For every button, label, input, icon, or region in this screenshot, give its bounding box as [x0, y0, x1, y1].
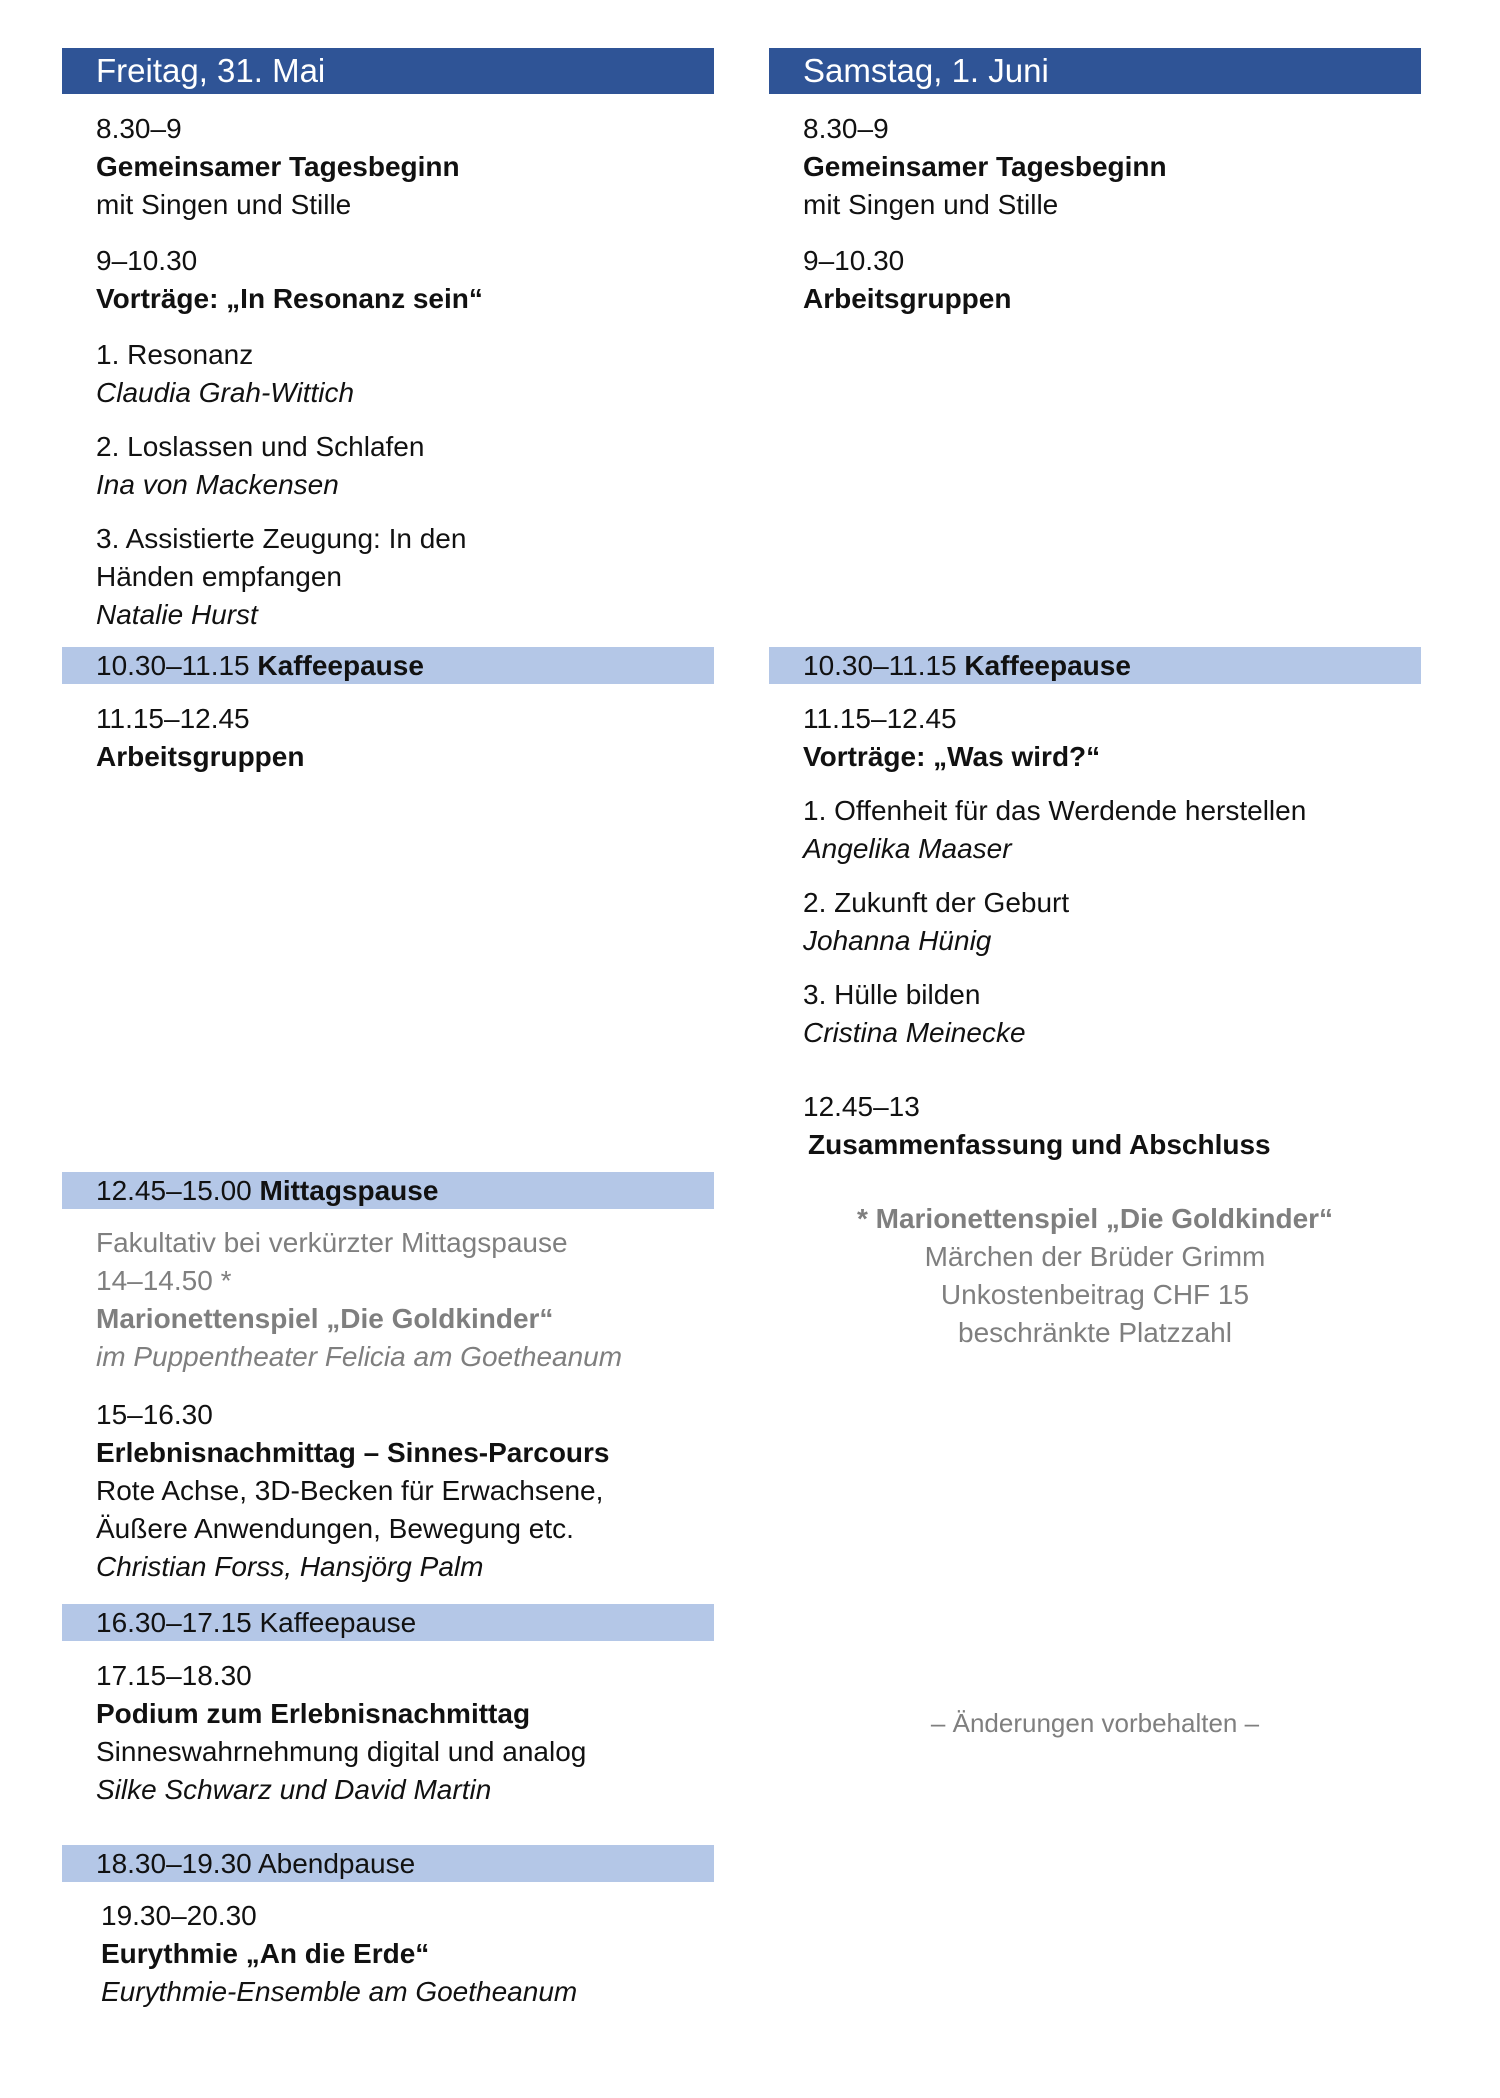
pause-label: 16.30–17.15 Kaffeepause	[96, 1607, 417, 1638]
pause-time: 10.30–11.15	[96, 650, 250, 681]
speaker: Eurythmie-Ensemble am Goetheanum	[101, 1976, 578, 2007]
optional-time: 14–14.50 *	[96, 1265, 232, 1296]
title: Gemeinsamer Tagesbeginn	[803, 151, 1167, 182]
pause-time: 12.45–15.00	[96, 1175, 252, 1206]
saturday-talk-3	[803, 976, 1415, 1052]
speaker: Ina von Mackensen	[96, 469, 339, 500]
friday-optional-puppet-show	[96, 1224, 708, 1376]
talk-title: 3. Hülle bilden	[803, 979, 981, 1010]
time: 8.30–9	[96, 113, 182, 144]
talk-title-line1: 3. Assistierte Zeugung: In den	[96, 523, 467, 554]
title: Vorträge: „Was wird?“	[803, 741, 1101, 772]
friday-talk-3	[96, 520, 708, 634]
time: 9–10.30	[803, 245, 905, 276]
speaker: Natalie Hurst	[96, 599, 258, 630]
friday-block-eurythmy	[101, 1897, 713, 2011]
changes-reserved-note: – Änderungen vorbehalten –	[930, 1708, 1260, 1738]
pause-label: Kaffeepause	[964, 650, 1131, 681]
friday-column	[62, 48, 714, 2007]
description: mit Singen und Stille	[96, 189, 352, 220]
description: Sinneswahrnehmung digital und analog	[96, 1736, 587, 1767]
title: Vorträge: „In Resonanz sein“	[96, 283, 483, 314]
saturday-block-closing	[803, 1088, 1415, 1164]
saturday-block-start	[803, 110, 1415, 224]
title: Erlebnisnachmittag – Sinnes-Parcours	[96, 1437, 610, 1468]
pause-label: Kaffeepause	[257, 650, 424, 681]
pause-label: 18.30–19.30 Abendpause	[96, 1848, 416, 1879]
friday-block-experience	[96, 1396, 708, 1586]
time: 11.15–12.45	[96, 703, 250, 734]
title: Zusammenfassung und Abschluss	[808, 1129, 1271, 1160]
note-line3: beschränkte Platzzahl	[958, 1317, 1232, 1348]
speaker: Cristina Meinecke	[803, 1017, 1026, 1048]
time: 15–16.30	[96, 1399, 213, 1430]
description: mit Singen und Stille	[803, 189, 1059, 220]
title: Eurythmie „An die Erde“	[101, 1938, 430, 1969]
talk-title-line2: Händen empfangen	[96, 561, 342, 592]
time: 19.30–20.30	[101, 1900, 257, 1931]
friday-pause-lunch	[62, 1172, 714, 1209]
friday-pause-coffee-1	[62, 647, 714, 684]
note-line1: Märchen der Brüder Grimm	[924, 1241, 1266, 1272]
time: 8.30–9	[803, 113, 889, 144]
talk-title: 2. Loslassen und Schlafen	[96, 431, 425, 462]
optional-place: im Puppentheater Felicia am Goetheanum	[96, 1341, 623, 1372]
friday-header: Freitag, 31. Mai	[62, 48, 714, 94]
friday-block-lectures	[96, 242, 708, 318]
optional-title: Marionettenspiel „Die Goldkinder“	[96, 1303, 554, 1334]
time: 9–10.30	[96, 245, 198, 276]
optional-note: Fakultativ bei verkürzter Mittagspause	[96, 1227, 568, 1258]
speaker: Christian Forss, Hansjörg Palm	[96, 1551, 484, 1582]
friday-talk-1	[96, 336, 708, 412]
description-line2: Äußere Anwendungen, Bewegung etc.	[96, 1513, 574, 1544]
friday-block-workgroups	[96, 700, 708, 776]
speaker: Silke Schwarz und David Martin	[96, 1774, 492, 1805]
saturday-pause-coffee	[769, 647, 1421, 684]
talk-title: 2. Zukunft der Geburt	[803, 887, 1070, 918]
title: Podium zum Erlebnisnachmittag	[96, 1698, 531, 1729]
title: Arbeitsgruppen	[96, 741, 305, 772]
talk-title: 1. Offenheit für das Werdende herstellen	[803, 795, 1307, 826]
friday-talk-2	[96, 428, 708, 504]
note-line2: Unkostenbeitrag CHF 15	[940, 1279, 1250, 1310]
speaker: Angelika Maaser	[803, 833, 1012, 864]
friday-pause-evening	[62, 1845, 714, 1882]
saturday-talk-2	[803, 884, 1415, 960]
title: Gemeinsamer Tagesbeginn	[96, 151, 460, 182]
saturday-column	[769, 48, 1421, 1738]
friday-block-start	[96, 110, 708, 224]
time: 12.45–13	[803, 1091, 920, 1122]
saturday-puppet-note	[769, 1200, 1421, 1352]
saturday-header: Samstag, 1. Juni	[769, 48, 1421, 94]
saturday-talk-1	[803, 792, 1415, 868]
time: 17.15–18.30	[96, 1660, 252, 1691]
pause-time: 10.30–11.15	[803, 650, 957, 681]
description-line1: Rote Achse, 3D-Becken für Erwachsene,	[96, 1475, 604, 1506]
talk-title: 1. Resonanz	[96, 339, 254, 370]
pause-label: Mittagspause	[259, 1175, 439, 1206]
speaker: Claudia Grah-Wittich	[96, 377, 355, 408]
speaker: Johanna Hünig	[803, 925, 992, 956]
friday-block-podium	[96, 1657, 708, 1809]
friday-pause-coffee-2	[62, 1604, 714, 1641]
time: 11.15–12.45	[803, 703, 957, 734]
saturday-block-workgroups	[803, 242, 1415, 318]
title: Arbeitsgruppen	[803, 283, 1012, 314]
saturday-block-lectures	[803, 700, 1415, 776]
note-title: * Marionettenspiel „Die Goldkinder“	[856, 1203, 1334, 1234]
